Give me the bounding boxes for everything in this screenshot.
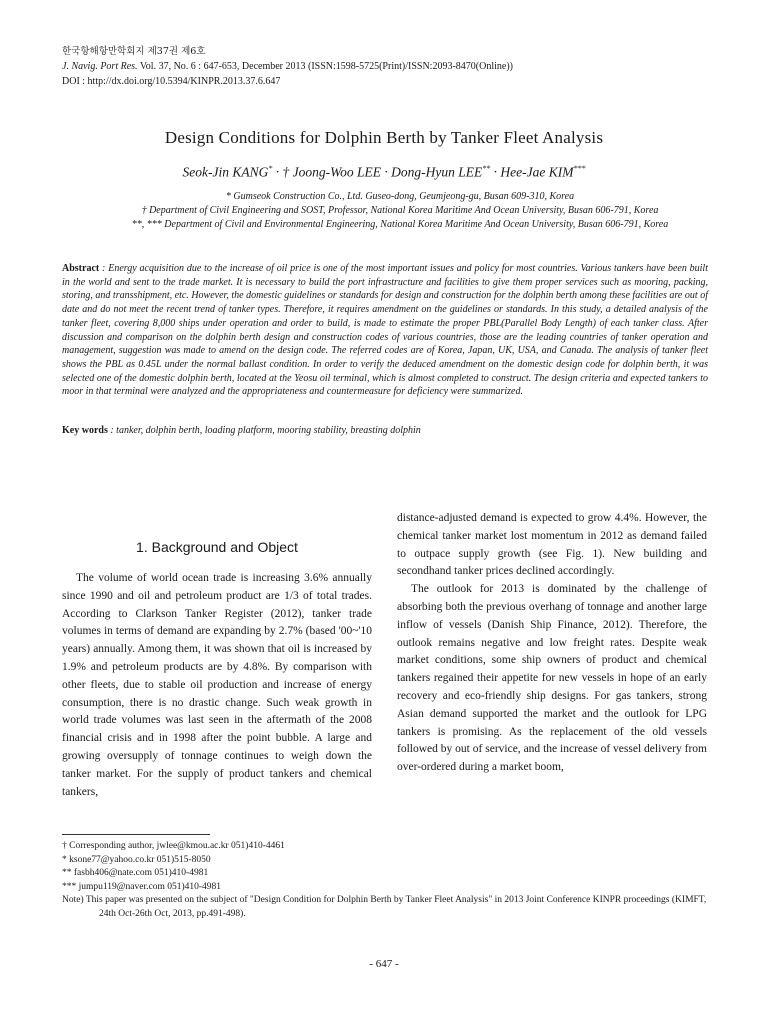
author-separator: ·: [490, 164, 501, 180]
body-paragraph: distance-adjusted demand is expected to grow 4.4%. However, the chemical tanker market lost momentum in 2012 as demand failed to outpace supply growth (see Fig. 1). New building and secondhand tanker prices declined accordingly.: [397, 512, 707, 578]
footnote-note: Note) This paper was presented on the subject of "Design Condition for Dolphin Berth by Tanker Fleet Analysis" in 2013 Joint Conference KINPR proceedings (KIMFT, 24th Oct-26th Oct, 2013, pp.491-498).: [62, 895, 707, 919]
journal-volume-info: Vol. 37, No. 6 : 647-653, December 2013 (ISSN:1598-5725(Print)/ISSN:2093-8470(Online)): [137, 61, 513, 72]
author-separator: ·: [272, 164, 283, 180]
author-1-mark: *: [268, 164, 273, 173]
right-column: [397, 510, 707, 777]
body-paragraph: The volume of world ocean trade is increasing 3.6% annually since 1990 and oil and petroleum product are 1/3 of total trades. According to Clarkson Tanker Register (2012), tanker trade volumes in terms of demand are expanding by 2.7% (based '00~'10 years) annually. Among them, it was shown that oil is increased by 1.9% and petroleum products are by 4.8%. By comparison with other fleets, due to stable oil production and increase of energy consumption, there is no drastic change. Such weak growth in world trade volumes was last seen in the aftermath of the 2008 financial crisis and in 1998 after the point bubble. A large and growing oversupply of tonnage continues to weigh down the tanker market. For the supply of product tankers and chemical tankers,: [62, 572, 372, 798]
left-column: [62, 570, 372, 801]
footnote-divider: [62, 834, 210, 835]
body-paragraph: The outlook for 2013 is dominated by the challenge of absorbing both the previous overhang of tonnage and another large inflow of vessels (Danish Ship Finance, 2012). Therefore, the outlook remains negative and low freight rates. Despite weak market conditions, some ship owners of product and chemical tankers regained their appetite for new vessels in hope of an early recovery and eco-friendly ship designs. For gas tankers, strong Asian demand supported the market and the outlook for LPG tankers is promising. As the replacement of the old vessels followed by out of service, and the increase of vessel delivery from over-ordered during a market boom,: [397, 583, 707, 774]
author-3: Dong-Hyun LEE: [391, 164, 483, 180]
journal-abbrev: J. Navig. Port Res.: [62, 61, 138, 72]
footnote-author-3: ** fasbh406@nate.com 051)410-4981: [62, 868, 209, 879]
abstract-label: Abstract: [62, 263, 100, 274]
journal-citation: [62, 59, 513, 74]
author-2: † Joong-Woo LEE: [282, 164, 381, 180]
section-heading: 1. Background and Object: [136, 539, 298, 555]
author-4: Hee-Jae KIM: [500, 164, 574, 180]
author-4-mark: ***: [573, 164, 586, 173]
paper-title: Design Conditions for Dolphin Berth by Tanker Fleet Analysis: [164, 128, 604, 147]
abstract-text: : Energy acquisition due to the increase of oil price is one of the most important issues and policy for most countries. Various tankers have been built in the world and sent to the trade market. It is necessary to build the port infrastructure and facilities to give them proper services such as mooring, packing, storing, and transshipment, etc. However, the domestic guidelines or standards for design and construction for the dolphin berth among these facilities are out of date and do not meet the recent trend of tanker types. Therefore, it requires amendment on the guidelines or standards. In this study, a detailed analysis of the tanker fleet, covering 8,000 ships under operation and order to build, is made to estimate the proper PBL(Parallel Body Length) of each tanker class. After discussion and comparison on the dolphin berth design and construction codes of various countries, those are the leading countries of tanker operation and management, suggestion was made to amend on the design code. The referred codes are of Korea, Japan, UK, USA, and Canada. The analysis of tanker fleet shows the PBL as 0.45L under the normal ballast condition. In order to verify the deduced amendment on the domestic design code for dolphin berth, it was selected one of the domestic dolphin berth, located at the Yeosu oil terminal, which is almost completed to construct. The design criteria and expected tankers to moor in that terminal were analyzed and the appropriateness and countermeasure for deficiency were summarized.: [62, 263, 708, 398]
author-list: [0, 164, 768, 181]
author-separator: ·: [381, 164, 392, 180]
affiliation-2: † Department of Civil Engineering and SOST, Professor, National Korea Maritime And Ocean University, Busan 606-791, Korea: [141, 205, 659, 216]
affiliation-3: **, *** Department of Civil and Environmental Engineering, National Korea Maritime And Ocean University, Busan 606-791, Korea: [131, 219, 669, 230]
keywords-label: Key words: [62, 425, 108, 436]
footnote-author-4: *** jumpu119@naver.com 051)410-4981: [62, 881, 222, 892]
journal-korean-title: 한국항해항만학회지 제37권 제6호: [62, 46, 206, 57]
affiliation-1: * Gumseok Construction Co., Ltd. Guseo-dong, Geumjeong-gu, Busan 609-310, Korea: [225, 191, 575, 202]
footnote-author-1: * ksone77@yahoo.co.kr 051)515-8050: [62, 854, 211, 865]
page-number: - 647 -: [369, 958, 399, 970]
journal-header: [62, 44, 513, 89]
author-1: Seok-Jin KANG: [182, 164, 269, 180]
doi-link[interactable]: DOI : http://dx.doi.org/10.5394/KINPR.2013.37.6.647: [62, 76, 281, 87]
abstract: [62, 262, 708, 399]
footnotes: [62, 840, 708, 922]
keywords-text: : tanker, dolphin berth, loading platform, mooring stability, breasting dolphin: [107, 425, 421, 436]
affiliations: [40, 190, 760, 232]
author-3-mark: **: [482, 164, 491, 173]
footnote-corresponding: † Corresponding author, jwlee@kmou.ac.kr 051)410-4461: [62, 841, 285, 851]
keywords: [62, 424, 708, 438]
